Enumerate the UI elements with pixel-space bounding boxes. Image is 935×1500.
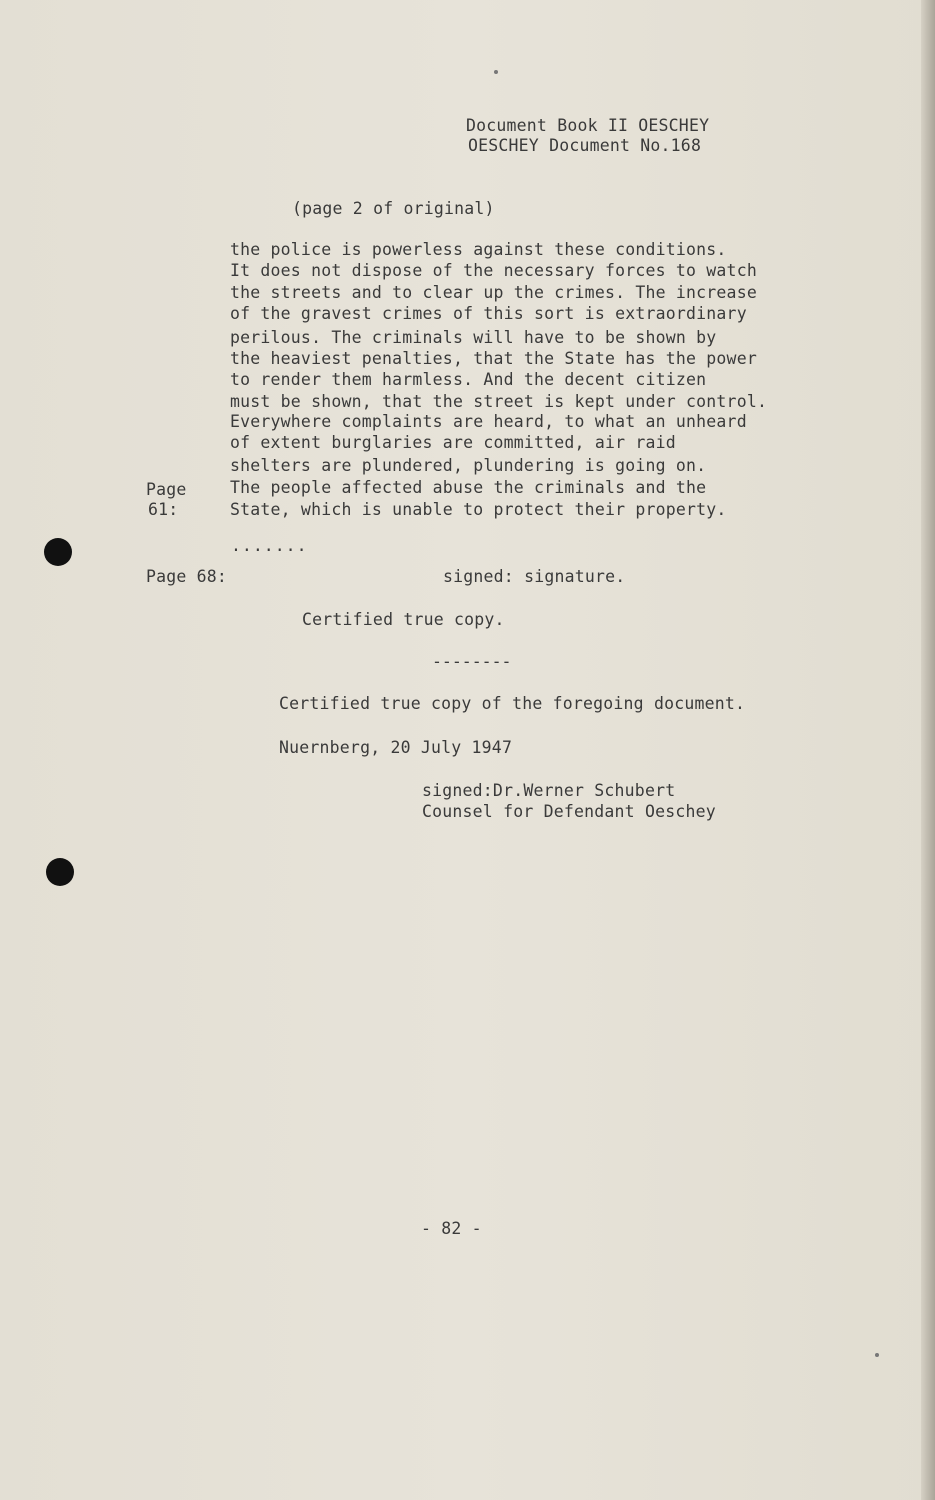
body-line: shelters are plundered, plundering is going on.: [230, 456, 707, 475]
body-line: Everywhere complaints are heard, to what an unheard: [230, 412, 747, 431]
body-line: to render them harmless. And the decent citizen: [230, 370, 707, 389]
page-number: - 82 -: [421, 1219, 482, 1238]
certified-foregoing: Certified true copy of the foregoing document.: [279, 694, 746, 713]
body-line: the police is powerless against these conditions.: [230, 240, 727, 259]
page-note: (page 2 of original): [292, 199, 495, 218]
body-line: perilous. The criminals will have to be shown by: [230, 328, 717, 347]
body-line: State, which is unable to protect their property.: [230, 500, 727, 519]
punch-hole: [44, 538, 72, 566]
punch-hole: [46, 858, 74, 886]
body-line: of the gravest crimes of this sort is extraordinary: [230, 304, 747, 323]
speck: [494, 70, 498, 74]
body-line: the streets and to clear up the crimes. The increase: [230, 283, 757, 302]
page-68-ref: Page 68:: [146, 567, 228, 586]
body-line: The people affected abuse the criminals and the: [230, 478, 707, 497]
signed-signature: signed: signature.: [443, 567, 626, 586]
body-line: It does not dispose of the necessary forces to watch: [230, 261, 757, 280]
counsel-signed: signed:Dr.Werner Schubert: [422, 781, 676, 800]
margin-page-label: Page: [146, 480, 187, 499]
place-date: Nuernberg, 20 July 1947: [279, 738, 513, 757]
body-line: must be shown, that the street is kept under control.: [230, 392, 768, 411]
speck: [875, 1353, 879, 1357]
margin-page-number: 61:: [148, 500, 179, 519]
header-line-1: Document Book II OESCHEY: [466, 116, 710, 135]
page-edge: [921, 0, 935, 1500]
certified-copy: Certified true copy.: [302, 610, 505, 629]
body-line: of extent burglaries are committed, air raid: [230, 433, 676, 452]
body-line: the heaviest penalties, that the State has the power: [230, 349, 757, 368]
counsel-title: Counsel for Defendant Oeschey: [422, 802, 716, 821]
ellipsis: .......: [231, 536, 308, 555]
header-line-2: OESCHEY Document No.168: [468, 136, 702, 155]
separator: --------: [432, 652, 512, 671]
